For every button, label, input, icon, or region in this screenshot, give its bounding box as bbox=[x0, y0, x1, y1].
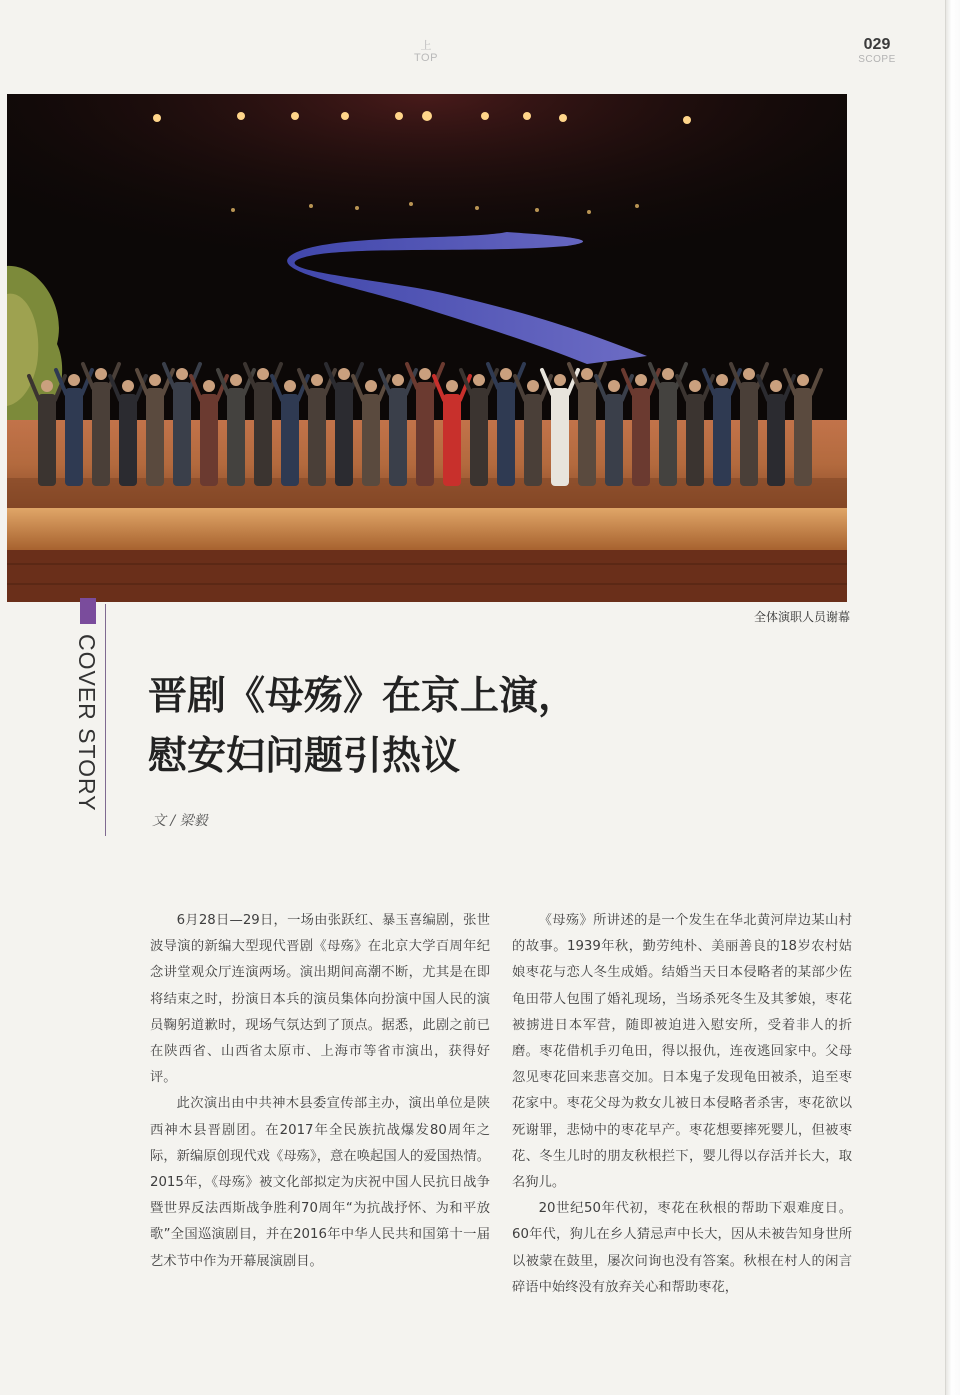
performer-figure bbox=[794, 388, 812, 486]
performer-head bbox=[446, 380, 458, 392]
performer-figure bbox=[740, 382, 758, 486]
performer-figure bbox=[254, 382, 272, 486]
performer-head bbox=[149, 374, 161, 386]
performer-figure bbox=[308, 388, 326, 486]
performer-figure bbox=[686, 394, 704, 486]
page-edge bbox=[945, 0, 960, 1395]
article-column-left bbox=[150, 908, 490, 1275]
paragraph: 20世纪50年代初，枣花在秋根的帮助下艰难度日。60年代，狗儿在乡人猜忌声中长大，因从未被告知身世所以被蒙在鼓里，屡次问询也没有答案。秋根在村人的闲言碎语中始终没有放弃关心和帮助枣花， bbox=[512, 1201, 852, 1295]
performer-head bbox=[203, 380, 215, 392]
performer-head bbox=[662, 368, 674, 380]
performer-head bbox=[230, 374, 242, 386]
page-number: 029 bbox=[863, 36, 891, 53]
performer-figure bbox=[551, 388, 569, 486]
performer-head bbox=[500, 368, 512, 380]
photo-caption: 全体演职人员谢幕 bbox=[753, 610, 850, 624]
performer-figure bbox=[659, 382, 677, 486]
section-tag: COVER STORY bbox=[74, 634, 100, 812]
performer-figure bbox=[92, 382, 110, 486]
performer-figure bbox=[443, 394, 461, 486]
performer-figure bbox=[146, 388, 164, 486]
stage-curtain-call-photo bbox=[7, 94, 847, 602]
performer-head bbox=[365, 380, 377, 392]
article-title-line1: 晋剧《母殇》在京上演， bbox=[148, 673, 578, 719]
performer-head bbox=[554, 374, 566, 386]
performer-figure bbox=[605, 394, 623, 486]
article-column-right bbox=[512, 908, 852, 1301]
performer-figure bbox=[65, 388, 83, 486]
performer-head bbox=[608, 380, 620, 392]
article-title bbox=[148, 666, 768, 786]
performer-head bbox=[68, 374, 80, 386]
page-number-label: SCOPE bbox=[858, 54, 896, 65]
section-header-zh: 上 bbox=[420, 40, 432, 52]
paragraph: 《母殇》所讲述的是一个发生在华北黄河岸边某山村的故事。1939年秋，勤劳纯朴、美丽善良的18岁农村姑娘枣花与恋人冬生成婚。结婚当天日本侵略者的某部少佐龟田带人包围了婚礼现场，当场杀死冬生及其爹娘，枣花被掳进日本军营，随即被迫进入慰安所，受着非人的折磨。枣花借机手刃龟田，得以报仇，连夜逃回家中。父母忽见枣花回来悲喜交加。日本鬼子发现龟田被杀，追至枣花家中。枣花父母为救女儿被日本侵略者杀害，枣花欲以死谢罪，悲恸中的枣花早产。枣花想要摔死婴儿，但被枣花、冬生儿时的朋友秋根拦下，婴儿得以存活并长大，取名狗儿。 bbox=[512, 913, 852, 1191]
performer-figure bbox=[524, 394, 542, 486]
performer-head bbox=[257, 368, 269, 380]
section-header bbox=[390, 40, 462, 64]
section-accent-bar bbox=[80, 598, 96, 624]
performer-figure bbox=[335, 382, 353, 486]
stage-photo-drawing bbox=[7, 94, 847, 602]
performer-figure bbox=[227, 388, 245, 486]
performer-head bbox=[473, 374, 485, 386]
performer-head bbox=[122, 380, 134, 392]
performer-head bbox=[527, 380, 539, 392]
byline: 文 / 梁毅 bbox=[152, 813, 208, 829]
performer-figure bbox=[362, 394, 380, 486]
performer-head bbox=[284, 380, 296, 392]
performer-head bbox=[689, 380, 701, 392]
performer-figure bbox=[713, 388, 731, 486]
performer-head bbox=[338, 368, 350, 380]
performer-figure bbox=[632, 388, 650, 486]
performer-head bbox=[41, 380, 53, 392]
performer-figure bbox=[497, 382, 515, 486]
performer-head bbox=[392, 374, 404, 386]
performer-head bbox=[176, 368, 188, 380]
performer-figure bbox=[389, 388, 407, 486]
performer-figure bbox=[416, 382, 434, 486]
section-header-en: TOP bbox=[414, 52, 438, 64]
section-accent-line bbox=[105, 604, 106, 836]
performer-head bbox=[635, 374, 647, 386]
performer-head bbox=[581, 368, 593, 380]
performer-head bbox=[797, 374, 809, 386]
performer-figure bbox=[767, 394, 785, 486]
performer-figure bbox=[38, 394, 56, 486]
performer-head bbox=[716, 374, 728, 386]
paragraph: 6月28日—29日，一场由张跃红、暴玉喜编剧，张世波导演的新编大型现代晋剧《母殇》在北京大学百周年纪念讲堂观众厅连演两场。演出期间高潮不断，尤其是在即将结束之时，扮演日本兵的演员集体向扮演中国人民的演员鞠躬道歉时，现场气氛达到了顶点。据悉，此剧之前已在陕西省、山西省太原市、上海市等省市演出，获得好评。 bbox=[150, 913, 490, 1086]
performer-head bbox=[95, 368, 107, 380]
performer-figure bbox=[578, 382, 596, 486]
article-title-line2: 慰安妇问题引热议 bbox=[148, 733, 461, 779]
paragraph: 此次演出由中共神木县委宣传部主办，演出单位是陕西神木县晋剧团。在2017年全民族抗战爆发80周年之际，新编原创现代戏《母殇》，意在唤起国人的爱国热情。2015年，《母殇》被文化部拟定为庆祝中国人民抗日战争暨世界反法西斯战争胜利70周年“为抗战抒怀、为和平放歌”全国巡演剧目，并在2016年中华人民共和国第十一届艺术节中作为开幕展演剧目。 bbox=[150, 1096, 490, 1269]
performer-head bbox=[743, 368, 755, 380]
performer-figure bbox=[119, 394, 137, 486]
performer-head bbox=[311, 374, 323, 386]
performer-head bbox=[770, 380, 782, 392]
performer-figure bbox=[200, 394, 218, 486]
performer-head bbox=[419, 368, 431, 380]
performer-figure bbox=[281, 394, 299, 486]
performer-figure bbox=[470, 388, 488, 486]
performer-figure bbox=[173, 382, 191, 486]
page-number-block bbox=[846, 36, 908, 66]
